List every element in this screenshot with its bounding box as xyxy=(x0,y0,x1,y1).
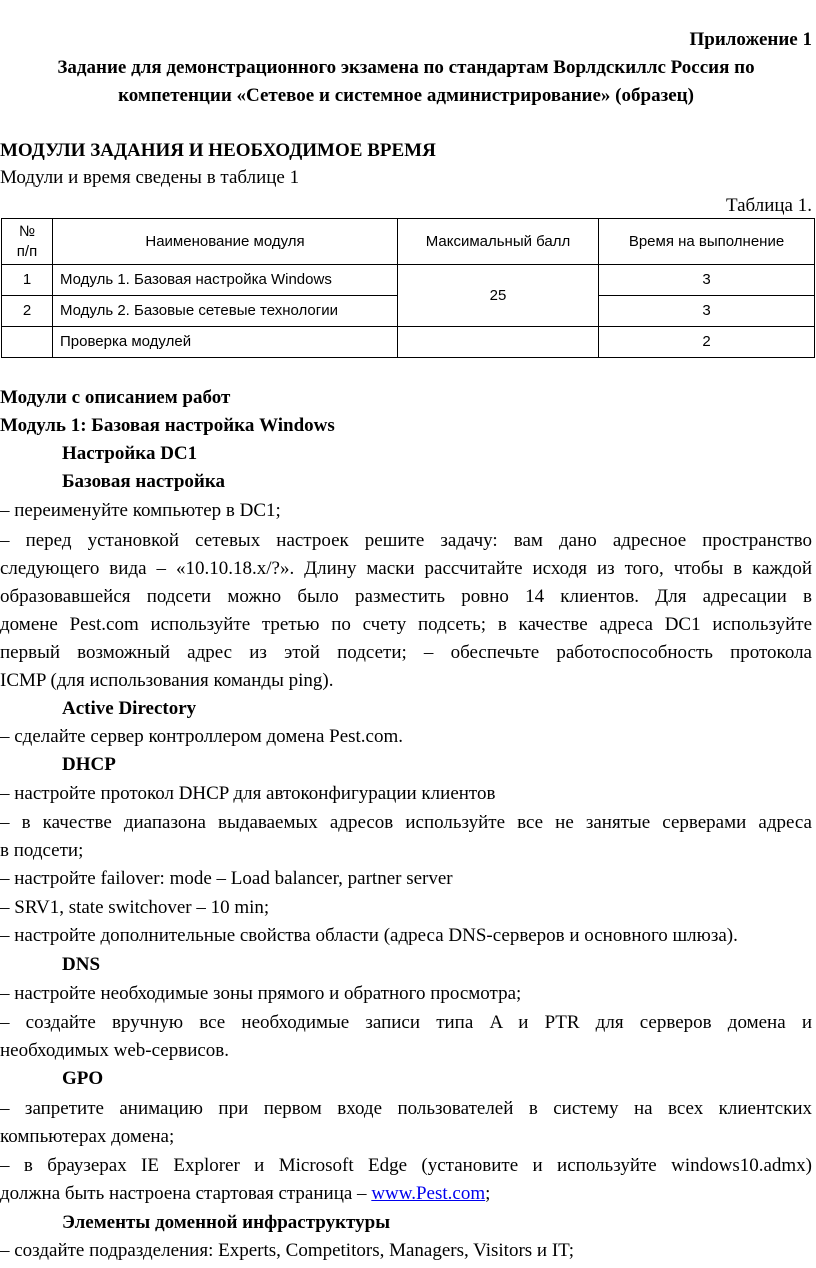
task-network-line-5: первый возможный адрес из этой подсети; – обеспечьте работоспособность протокола xyxy=(0,642,812,663)
row-time: 3 xyxy=(599,296,815,327)
dns-heading: DNS xyxy=(62,954,101,975)
document-title-line-2: компетенции «Сетевое и системное администрирование» (образец) xyxy=(118,85,694,106)
task-domain-controller: – сделайте сервер контроллером домена Pest.com. xyxy=(0,726,404,747)
task-network-line-2: следующего вида – «10.10.18.x/?». Длину маски рассчитайте исходя из того, чтобы в каждой xyxy=(0,558,812,579)
table-row xyxy=(2,265,815,296)
homepage-prefix-text: должна быть настроена стартовая страница – xyxy=(0,1183,372,1204)
row-module-name: Модуль 1. Базовая настройка Windows xyxy=(53,265,398,296)
header-number-abbrev: п/п xyxy=(16,242,38,260)
task-network-line-4: домене Pest.com используйте третью по счету подсеть; в качестве адреса DC1 используйте xyxy=(0,614,812,635)
task-dhcp-range-line-2: в подсети; xyxy=(0,840,84,861)
row-number: 1 xyxy=(2,265,53,296)
homepage-suffix-text: ; xyxy=(485,1183,491,1204)
table-row xyxy=(2,327,815,358)
header-number-sign: № xyxy=(18,222,36,240)
document-title-line-1: Задание для демонстрационного экзамена по стандартам Ворлдскиллс Россия по xyxy=(57,57,755,78)
section-intro: Модули и время сведены в таблице 1 xyxy=(0,167,300,188)
dhcp-heading: DHCP xyxy=(62,754,116,775)
row-module-name: Модуль 2. Базовые сетевые технологии xyxy=(53,296,398,327)
modules-table xyxy=(1,218,815,358)
header-cell-name: Наименование модуля xyxy=(53,219,398,265)
basic-setup-heading: Базовая настройка xyxy=(62,471,226,492)
modules-description-heading: Модули с описанием работ xyxy=(0,387,231,408)
row-number: 2 xyxy=(2,296,53,327)
table-header-row xyxy=(2,219,815,265)
row-score-empty xyxy=(398,327,599,358)
active-directory-heading: Active Directory xyxy=(62,698,197,719)
task-dhcp-partner: – SRV1, state switchover – 10 min; xyxy=(0,897,270,918)
header-cell-number xyxy=(2,219,53,265)
task-dns-zones: – настройте необходимые зоны прямого и обратного просмотра; xyxy=(0,983,522,1004)
task-gpo-animation-line-2: компьютерах домена; xyxy=(0,1126,175,1147)
module-1-heading: Модуль 1: Базовая настройка Windows xyxy=(0,415,335,436)
task-gpo-homepage-line-2 xyxy=(0,1180,812,1208)
task-network-line-1: – перед установкой сетевых настроек решите задачу: вам дано адресное пространство xyxy=(0,530,812,551)
row-shared-score: 25 xyxy=(398,265,599,327)
header-cell-score: Максимальный балл xyxy=(398,219,599,265)
section-heading: МОДУЛИ ЗАДАНИЯ И НЕОБХОДИМОЕ ВРЕМЯ xyxy=(0,140,436,161)
task-dhcp-scope-options: – настройте дополнительные свойства области (адреса DNS-серверов и основного шлюза). xyxy=(0,925,738,946)
task-rename-computer: – переименуйте компьютер в DC1; xyxy=(0,500,281,521)
header-cell-time: Время на выполнение xyxy=(599,219,815,265)
row-number xyxy=(2,327,53,358)
dc1-heading: Настройка DC1 xyxy=(62,443,198,464)
task-network-line-6: ICMP (для использования команды ping). xyxy=(0,670,334,691)
row-time: 2 xyxy=(599,327,815,358)
task-gpo-homepage-line-1: – в браузерах IE Explorer и Microsoft Edge (установите и используйте windows10.admx) xyxy=(0,1155,812,1176)
gpo-heading: GPO xyxy=(62,1068,104,1089)
table-caption: Таблица 1. xyxy=(725,195,812,216)
task-network-line-3: образовавшейся подсети можно было разместить ровно 14 клиентов. Для адресации в xyxy=(0,586,812,607)
row-time: 3 xyxy=(599,265,815,296)
task-gpo-animation-line-1: – запретите анимацию при первом входе пользователей в систему на всех клиентских xyxy=(0,1098,812,1119)
appendix-label: Приложение 1 xyxy=(689,29,812,50)
task-dhcp-protocol: – настройте протокол DHCP для автоконфигурации клиентов xyxy=(0,783,496,804)
task-dhcp-failover: – настройте failover: mode – Load balancer, partner server xyxy=(0,868,453,889)
row-module-name: Проверка модулей xyxy=(53,327,398,358)
homepage-link[interactable]: www.Pest.com xyxy=(371,1183,486,1204)
task-dhcp-range-line-1: – в качестве диапазона выдаваемых адресов используйте все не занятые серверами адреса xyxy=(0,812,812,833)
domain-infrastructure-heading: Элементы доменной инфраструктуры xyxy=(62,1212,391,1233)
task-dns-records-line-2: необходимых web-сервисов. xyxy=(0,1040,230,1061)
task-dns-records-line-1: – создайте вручную все необходимые записи типа A и PTR для серверов домена и xyxy=(0,1012,812,1033)
task-create-ous: – создайте подразделения: Experts, Competitors, Managers, Visitors и IT; xyxy=(0,1240,575,1261)
